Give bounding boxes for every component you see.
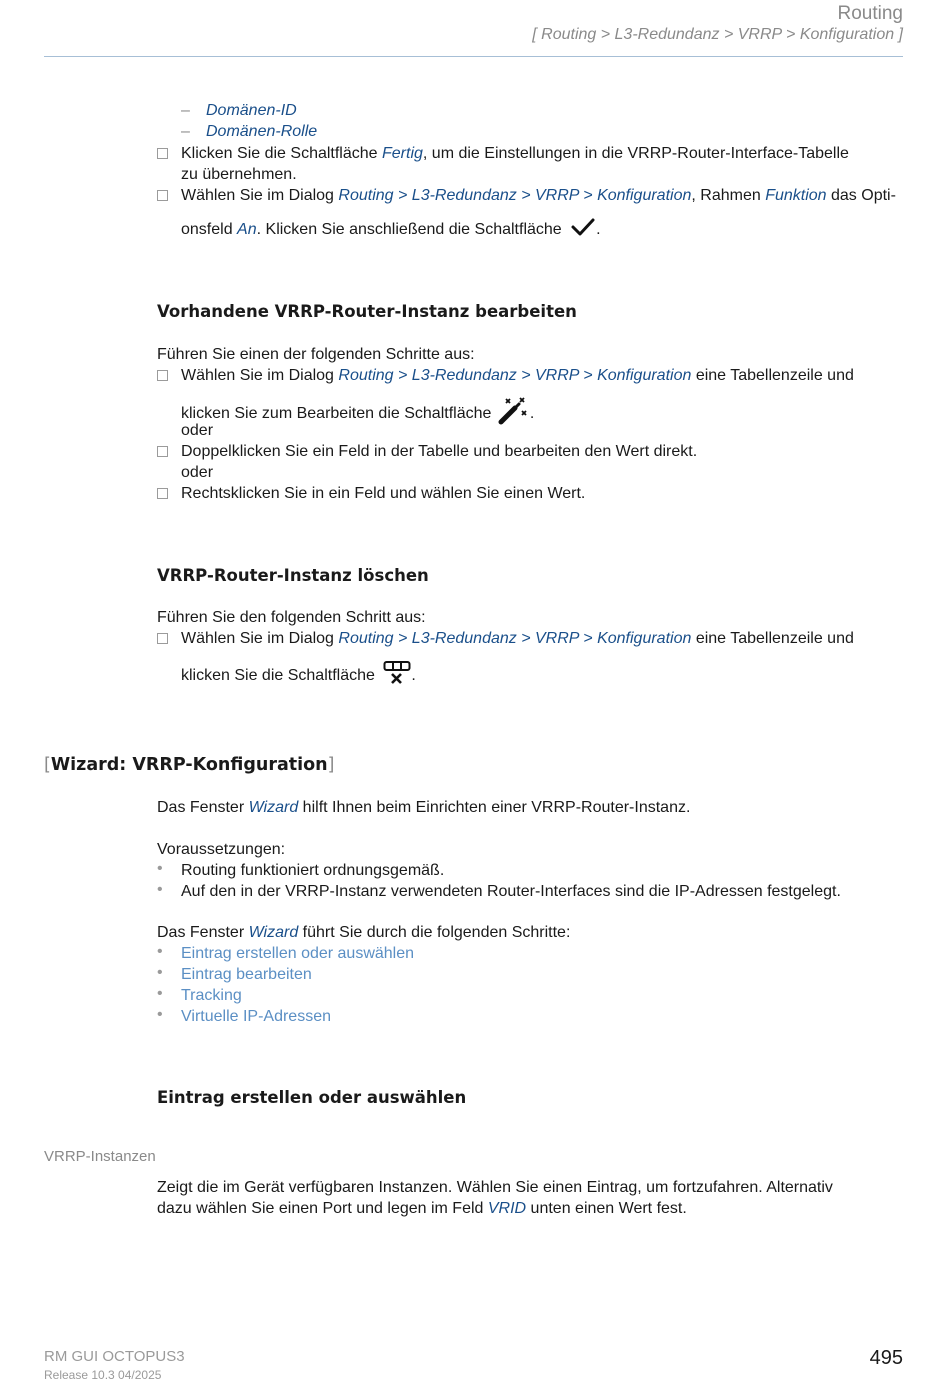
checkbox-square-icon: [157, 446, 168, 457]
header-divider: [44, 56, 903, 57]
checkbox-square-icon: [157, 633, 168, 644]
edit-step-rightclick: Rechtsklicken Sie in ein Feld und wählen Sie einen Wert.: [181, 485, 586, 502]
step-enable-function: Wählen Sie im Dialog Routing > L3-Redundanz > VRRP > Konfiguration, Rahmen Funktion das Opti-: [181, 187, 896, 204]
bullet-marker: •: [157, 881, 163, 898]
bullet-marker: •: [157, 964, 163, 981]
edit-step-doubleclick: Doppelklicken Sie ein Feld in der Tabelle und bearbeiten den Wert direkt.: [181, 443, 698, 460]
checkbox-square-icon: [157, 148, 168, 159]
wizard-steps-intro: Das Fenster Wizard führt Sie durch die folgenden Schritte:: [157, 924, 571, 941]
bullet-marker: •: [157, 1006, 163, 1023]
entry-desc-line1: Zeigt die im Gerät verfügbaren Instanzen. Wählen Sie einen Eintrag, um fortzufahren. Alternativ: [157, 1179, 833, 1196]
checkbox-square-icon: [157, 370, 168, 381]
prereq-item: Routing funktioniert ordnungsgemäß.: [181, 862, 445, 879]
wizard-intro: Das Fenster Wizard hilft Ihnen beim Einrichten einer VRRP-Router-Instanz.: [157, 799, 691, 816]
link-step-virtual-ip[interactable]: Virtuelle IP-Adressen: [181, 1008, 331, 1025]
dash-item-domain-role: Domänen-Rolle: [206, 123, 318, 140]
prereq-label: Voraussetzungen:: [157, 841, 286, 858]
edit-step-select-row-cont: klicken Sie zum Bearbeiten die Schaltfläche .: [181, 397, 534, 431]
heading-edit-instance: Vorhandene VRRP-Router-Instanz bearbeiten: [157, 302, 577, 321]
footer-release: Release 10.3 04/2025: [44, 1368, 162, 1382]
link-step-tracking[interactable]: Tracking: [181, 987, 242, 1004]
bullet-marker: •: [157, 860, 163, 877]
edit-intro: Führen Sie einen der folgenden Schritte aus:: [157, 346, 475, 363]
footer-product: RM GUI OCTOPUS3: [44, 1348, 185, 1365]
bullet-marker: •: [157, 943, 163, 960]
checkbox-square-icon: [157, 190, 168, 201]
dash-marker: –: [181, 123, 190, 140]
link-step-edit-entry[interactable]: Eintrag bearbeiten: [181, 966, 312, 983]
heading-delete-instance: VRRP-Router-Instanz löschen: [157, 566, 429, 585]
delete-intro: Führen Sie den folgenden Schritt aus:: [157, 609, 426, 626]
delete-row-icon: [383, 660, 411, 692]
delete-step-select-row: Wählen Sie im Dialog Routing > L3-Redundanz > VRRP > Konfiguration eine Tabellenzeile und: [181, 630, 854, 647]
step-click-finish-cont: zu übernehmen.: [181, 166, 297, 183]
checkmark-icon: [570, 217, 596, 243]
dash-item-domain-id: Domänen-ID: [206, 102, 297, 119]
prereq-item: Auf den in der VRRP-Instanz verwendeten Router-Interfaces sind die IP-Adressen festgelegt.: [181, 883, 841, 900]
heading-wizard: [Wizard: VRRP-Konfiguration]: [44, 755, 335, 775]
dash-marker: –: [181, 102, 190, 119]
edit-step-select-row: Wählen Sie im Dialog Routing > L3-Redundanz > VRRP > Konfiguration eine Tabellenzeile und: [181, 367, 854, 384]
header-title: Routing: [837, 3, 903, 24]
page-number: 495: [869, 1347, 903, 1369]
bullet-marker: •: [157, 985, 163, 1002]
breadcrumb: [ Routing > L3-Redundanz > VRRP > Konfiguration ]: [532, 26, 903, 43]
step-enable-function-cont: onsfeld An. Klicken Sie anschließend die Schaltfläche .: [181, 217, 601, 243]
delete-step-select-row-cont: klicken Sie die Schaltfläche .: [181, 660, 416, 692]
checkbox-square-icon: [157, 488, 168, 499]
step-click-finish: Klicken Sie die Schaltfläche Fertig, um die Einstellungen in die VRRP-Router-Interface-Tabelle: [181, 145, 849, 162]
entry-desc-line2: dazu wählen Sie einen Port und legen im Feld VRID unten einen Wert fest.: [157, 1200, 687, 1217]
link-step-create-select[interactable]: Eintrag erstellen oder auswählen: [181, 945, 415, 962]
magic-wand-icon: [498, 397, 530, 431]
edit-or-1: oder: [181, 422, 214, 439]
side-label-vrrp-instances: VRRP-Instanzen: [44, 1148, 156, 1165]
heading-create-select-entry: Eintrag erstellen oder auswählen: [157, 1088, 467, 1107]
edit-or-2: oder: [181, 464, 214, 481]
